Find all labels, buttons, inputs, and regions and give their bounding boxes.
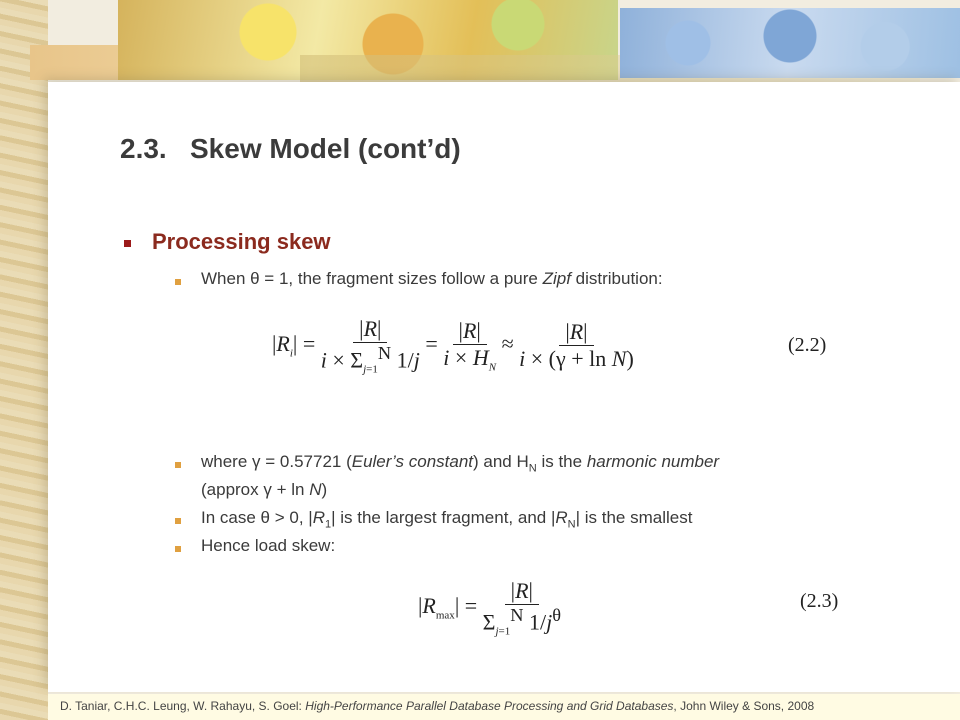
equation-2-2: $|R_i|$ = $\frac{|R|}{i \times \Sigma_{j=1}^N 1/j}$ = $\frac{|R|}{i \times H_N}$ ≈ $\frac{|R|}{\text{i × (γ + ln N)}}$ xyxy=(272,316,634,376)
bullet-square-icon xyxy=(124,240,131,247)
equation-2-3: $|R_{max}|$ = $\frac{|R|}{\Sigma_{j=1}^N 1/j^\theta}$ xyxy=(418,578,561,638)
bullet-largest-fragment: In case θ > 0, $|R_1|$ is the largest fragment, and $|R_N|$ is the smallest xyxy=(201,508,693,531)
title-number: 2.3. xyxy=(120,133,167,164)
bullet-square-icon xyxy=(175,279,181,285)
equation-tag-2-3: (2.3) xyxy=(800,590,839,612)
slide-title xyxy=(120,133,461,165)
bullet-square-icon xyxy=(175,546,181,552)
bullet-load-skew: Hence load skew: xyxy=(201,536,336,555)
heading-processing-skew: Processing skew xyxy=(152,229,331,254)
footer-citation: D. Taniar, C.H.C. Leung, W. Rahayu, S. Goel: High-Performance Parallel Database Processing and Grid Databases, John Wiley & Sons, 2008 xyxy=(48,694,960,720)
bullet-square-icon xyxy=(175,518,181,524)
equation-tag-2-2: (2.2) xyxy=(788,334,827,356)
bullet-zipf: When θ = 1, the fragment sizes follow a pure Zipf distribution: xyxy=(201,269,663,288)
bullet-square-icon xyxy=(175,462,181,468)
bullet-euler: where γ = 0.57721 (Euler’s constant) and $H_N$ is the harmonic number (approx γ + ln N) xyxy=(201,452,720,500)
title-text: Skew Model (cont’d) xyxy=(190,133,461,164)
